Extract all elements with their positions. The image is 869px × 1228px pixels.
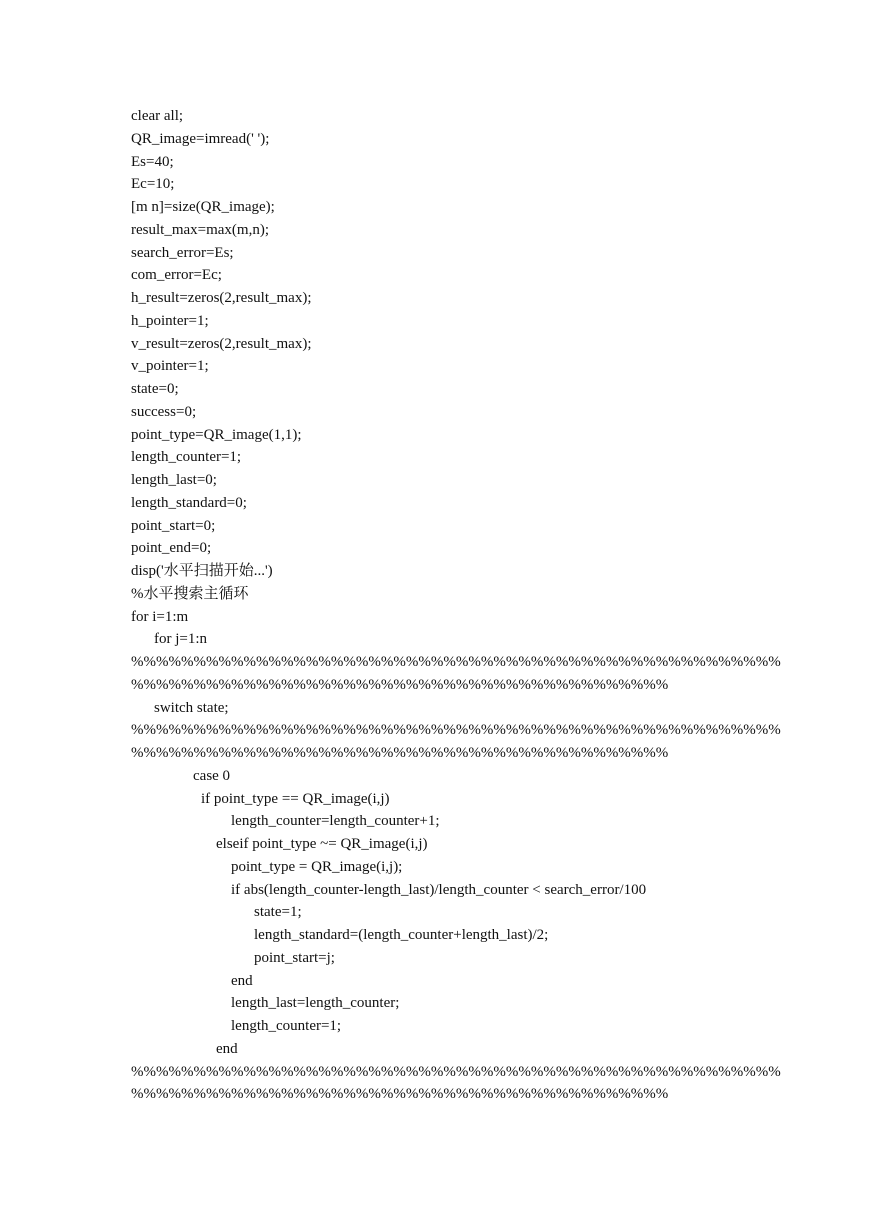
code-line: if point_type == QR_image(i,j) xyxy=(201,790,390,807)
code-line: elseif point_type ~= QR_image(i,j) xyxy=(216,836,428,852)
code-line: QR_image=imread(' '); xyxy=(131,130,270,147)
code-line: %%%%%%%%%%%%%%%%%%%%%%%%%%%%%%%%%%%%%%%%%%% xyxy=(131,745,669,761)
code-line: search_error=Es; xyxy=(131,244,234,261)
code-line: %%%%%%%%%%%%%%%%%%%%%%%%%%%%%%%%%%%%%%%%%%%%%%%%%%%% xyxy=(131,654,781,670)
code-line: v_result=zeros(2,result_max); xyxy=(131,335,312,352)
code-line: state=0; xyxy=(131,381,179,397)
code-line: [m n]=size(QR_image); xyxy=(131,199,275,215)
code-line: case 0 xyxy=(193,767,231,784)
code-line: %%%%%%%%%%%%%%%%%%%%%%%%%%%%%%%%%%%%%%%%%%% xyxy=(131,676,669,693)
code-line: clear all; xyxy=(131,108,184,124)
code-line: point_type=QR_image(1,1); xyxy=(131,426,302,443)
code-line: point_start=j; xyxy=(254,949,335,966)
code-line: h_result=zeros(2,result_max); xyxy=(131,290,312,306)
code-line: point_end=0; xyxy=(131,540,212,557)
code-line: length_standard=(length_counter+length_last)/2; xyxy=(254,927,549,943)
code-line: length_counter=1; xyxy=(231,1018,342,1034)
code-line: Es=40; xyxy=(131,153,174,170)
code-line: length_last=0; xyxy=(131,472,217,488)
code-line: result_max=max(m,n); xyxy=(131,221,270,238)
code-line: Ec=10; xyxy=(131,176,175,193)
code-line: length_last=length_counter; xyxy=(231,995,400,1012)
code-line: end xyxy=(231,972,253,989)
code-line: end xyxy=(216,1040,238,1057)
code-line: disp('水平扫描开始...') xyxy=(131,563,273,579)
code-line: length_counter=1; xyxy=(131,449,242,466)
code-line: length_standard=0; xyxy=(131,494,247,511)
code-line: %水平搜索主循环 xyxy=(131,585,249,602)
code-line: %%%%%%%%%%%%%%%%%%%%%%%%%%%%%%%%%%%%%%%%%%%%%%%%%%%% xyxy=(131,1063,781,1080)
code-line: for i=1:m xyxy=(131,608,189,625)
code-line: for j=1:n xyxy=(154,631,208,648)
code-line: %%%%%%%%%%%%%%%%%%%%%%%%%%%%%%%%%%%%%%%%%%%%%%%%%%%% xyxy=(131,722,781,739)
code-line: %%%%%%%%%%%%%%%%%%%%%%%%%%%%%%%%%%%%%%%%%%% xyxy=(131,1086,669,1103)
code-line: point_start=0; xyxy=(131,517,216,534)
code-line: switch state; xyxy=(154,699,229,716)
code-line: v_pointer=1; xyxy=(131,358,209,375)
code-line: h_pointer=1; xyxy=(131,312,209,329)
code-line: length_counter=length_counter+1; xyxy=(231,813,440,830)
code-line: if abs(length_counter-length_last)/length_counter < search_error/100 xyxy=(231,881,647,898)
code-line: point_type = QR_image(i,j); xyxy=(231,858,403,875)
code-line: state=1; xyxy=(254,904,302,921)
code-line: com_error=Ec; xyxy=(131,267,222,284)
code-line: success=0; xyxy=(131,403,197,420)
